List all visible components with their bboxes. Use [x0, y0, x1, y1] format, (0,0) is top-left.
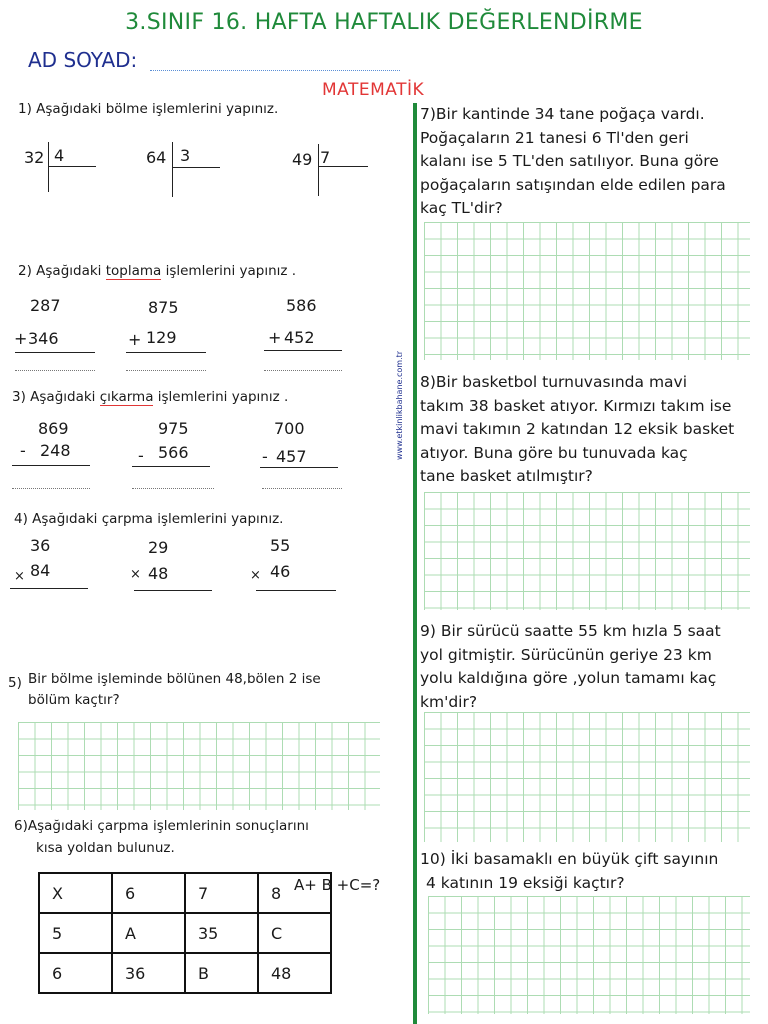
q1-division-line-1 [48, 166, 96, 167]
q1-prompt [18, 100, 278, 119]
q4-op-2: × [130, 567, 141, 582]
q3-bottom-1: 248 [40, 441, 71, 460]
q9-answer-grid[interactable] [424, 712, 750, 842]
q3-bottom-2: 566 [158, 443, 189, 462]
q4-top-3: 55 [270, 536, 291, 555]
q6-multiplication-table [38, 872, 332, 994]
q4-bottom-2: 48 [148, 564, 169, 583]
q3-op-3: - [262, 447, 268, 466]
watermark: www.etkinlikbahane.com.tr [395, 350, 404, 460]
q8-line: mavi takımın 2 katından 12 eksik basket [420, 420, 735, 438]
table-cell: 8 [258, 873, 331, 913]
q5-number: 5) [8, 675, 22, 691]
q3-top-1: 869 [38, 419, 69, 438]
q2-sum-line-1 [15, 352, 95, 353]
q8-line: atıyor. Buna göre bu tunuvada kaç [420, 443, 688, 462]
q1-division-bar-3 [318, 144, 319, 196]
q2-op-2: + [128, 330, 142, 349]
q7-line: Poğaçaların 21 tanesi 6 Tl'den geri [420, 128, 689, 147]
column-divider [413, 103, 417, 1024]
q2-sum-line-2 [126, 352, 206, 353]
q9-text [420, 620, 721, 714]
q7-line: kalanı ise 5 TL'den satılıyor. Buna göre [420, 152, 719, 170]
q2-keyword: toplama [105, 263, 162, 279]
q3-top-2: 975 [158, 419, 189, 438]
table-cell: 5 [39, 913, 112, 953]
q10-answer-grid[interactable] [428, 896, 750, 1014]
q2-bottom-1: 346 [28, 329, 59, 348]
q9-line: km'dir? [420, 692, 478, 711]
q7-line: kaç TL'dir? [420, 199, 503, 217]
q3-top-3: 700 [274, 419, 305, 438]
q2-text-pre: 2) Aşağıdaki [18, 263, 106, 279]
table-cell: 6 [112, 873, 185, 913]
q1-division-bar-1 [48, 142, 49, 192]
table-cell: 35 [185, 913, 258, 953]
q1-dividend-3: 49 [292, 150, 313, 169]
table-cell: 36 [112, 953, 185, 993]
q4-bottom-3: 46 [270, 562, 291, 581]
q1-dividend-1: 32 [24, 148, 45, 167]
q3-keyword: çıkarma [99, 389, 154, 405]
q1-division-line-2 [172, 167, 220, 168]
q1-divisor-1: 4 [54, 146, 65, 165]
q10-line: 10) İki basamaklı en büyük çift sayının [420, 850, 719, 868]
q4-op-1: × [14, 569, 25, 584]
q6-formula: A+ B +C=? [294, 876, 381, 894]
q3-op-2: - [138, 446, 144, 465]
q1-text: Aşağıdaki bölme işlemlerini yapınız. [36, 101, 279, 117]
q8-text [420, 371, 734, 489]
q4-prompt: 4) Aşağıdaki çarpma işlemlerini yapınız. [14, 511, 284, 527]
q1-divisor-2: 3 [180, 146, 191, 165]
q1-dividend-2: 64 [146, 148, 167, 167]
table-row [39, 873, 331, 913]
q9-line: 9) Bir sürücü saatte 55 km hızla 5 saat [420, 622, 721, 640]
q2-top-2: 875 [148, 298, 179, 317]
q8-line: 8)Bir basketbol turnuvasında mavi [420, 373, 688, 391]
q5-line-2: bölüm kaçtır? [28, 692, 120, 708]
q2-answer-line-2[interactable] [126, 370, 206, 371]
q2-bottom-3: 452 [284, 328, 315, 347]
q2-prompt [18, 262, 296, 281]
q3-op-1: - [20, 441, 26, 460]
q1-number: 1) [18, 101, 32, 117]
table-row [39, 953, 331, 993]
q7-line: poğaçaların satışından elde edilen para [420, 175, 726, 194]
q3-text-pre: 3) Aşağıdaki [12, 389, 100, 405]
q7-text [420, 103, 726, 221]
q3-bottom-3: 457 [276, 447, 307, 466]
q8-answer-grid[interactable] [424, 492, 750, 610]
q9-line: yolu kaldığına göre ,yolun tamamı kaç [420, 669, 717, 687]
table-cell: X [39, 873, 112, 913]
q3-answer-line-3[interactable] [262, 488, 342, 489]
table-cell: C [258, 913, 331, 953]
q4-product-line-3 [256, 590, 336, 591]
q4-op-3: × [250, 568, 261, 583]
name-label: AD SOYAD: [28, 48, 138, 72]
q4-bottom-1: 84 [30, 561, 51, 580]
table-cell: 7 [185, 873, 258, 913]
table-cell: 6 [39, 953, 112, 993]
q1-division-bar-2 [172, 142, 173, 197]
q6-line-2: kısa yoldan bulunuz. [36, 840, 175, 856]
q2-answer-line-1[interactable] [15, 370, 95, 371]
table-cell: 48 [258, 953, 331, 993]
q7-answer-grid[interactable] [424, 222, 750, 360]
q3-answer-line-1[interactable] [12, 488, 90, 489]
q3-answer-line-2[interactable] [132, 488, 214, 489]
q2-top-1: 287 [30, 296, 61, 315]
q3-diff-line-2 [132, 466, 210, 467]
q3-text-post: işlemlerini yapınız . [153, 389, 289, 405]
q7-line: 7)Bir kantinde 34 tane poğaça vardı. [420, 105, 705, 123]
table-cell: A [112, 913, 185, 953]
q3-prompt [12, 388, 288, 407]
q4-top-1: 36 [30, 536, 51, 555]
table-cell: B [185, 953, 258, 993]
q3-diff-line-3 [260, 467, 338, 468]
q2-bottom-2: 129 [146, 328, 177, 347]
q5-answer-grid[interactable] [18, 722, 380, 810]
q9-line: yol gitmiştir. Sürücünün geriye 23 km [420, 645, 712, 664]
q6-line-1: 6)Aşağıdaki çarpma işlemlerinin sonuçlarını [14, 818, 309, 834]
q2-op-1: + [14, 329, 28, 348]
q10-line: 4 katının 19 eksiği kaçtır? [426, 873, 625, 892]
worksheet-title: 3.SINIF 16. HAFTA HAFTALIK DEĞERLENDİRME [125, 10, 643, 35]
q10-text [420, 848, 718, 895]
q3-diff-line-1 [12, 465, 90, 466]
q4-product-line-1 [10, 588, 88, 589]
q5-line-1: Bir bölme işleminde bölünen 48,bölen 2 ise [28, 671, 321, 687]
q4-top-2: 29 [148, 538, 169, 557]
q8-line: takım 38 basket atıyor. Kırmızı takım ise [420, 396, 732, 415]
name-field-line[interactable] [150, 70, 400, 71]
q2-op-3: + [268, 328, 282, 347]
q2-sum-line-3 [264, 350, 342, 351]
q8-line: tane basket atılmıştır? [420, 467, 593, 485]
q2-top-3: 586 [286, 296, 317, 315]
q4-product-line-2 [134, 590, 212, 591]
q2-answer-line-3[interactable] [264, 370, 342, 371]
q1-divisor-3: 7 [320, 148, 331, 167]
q2-text-post: işlemlerini yapınız . [161, 263, 297, 279]
table-row [39, 913, 331, 953]
subject-label: MATEMATİK [322, 80, 425, 100]
